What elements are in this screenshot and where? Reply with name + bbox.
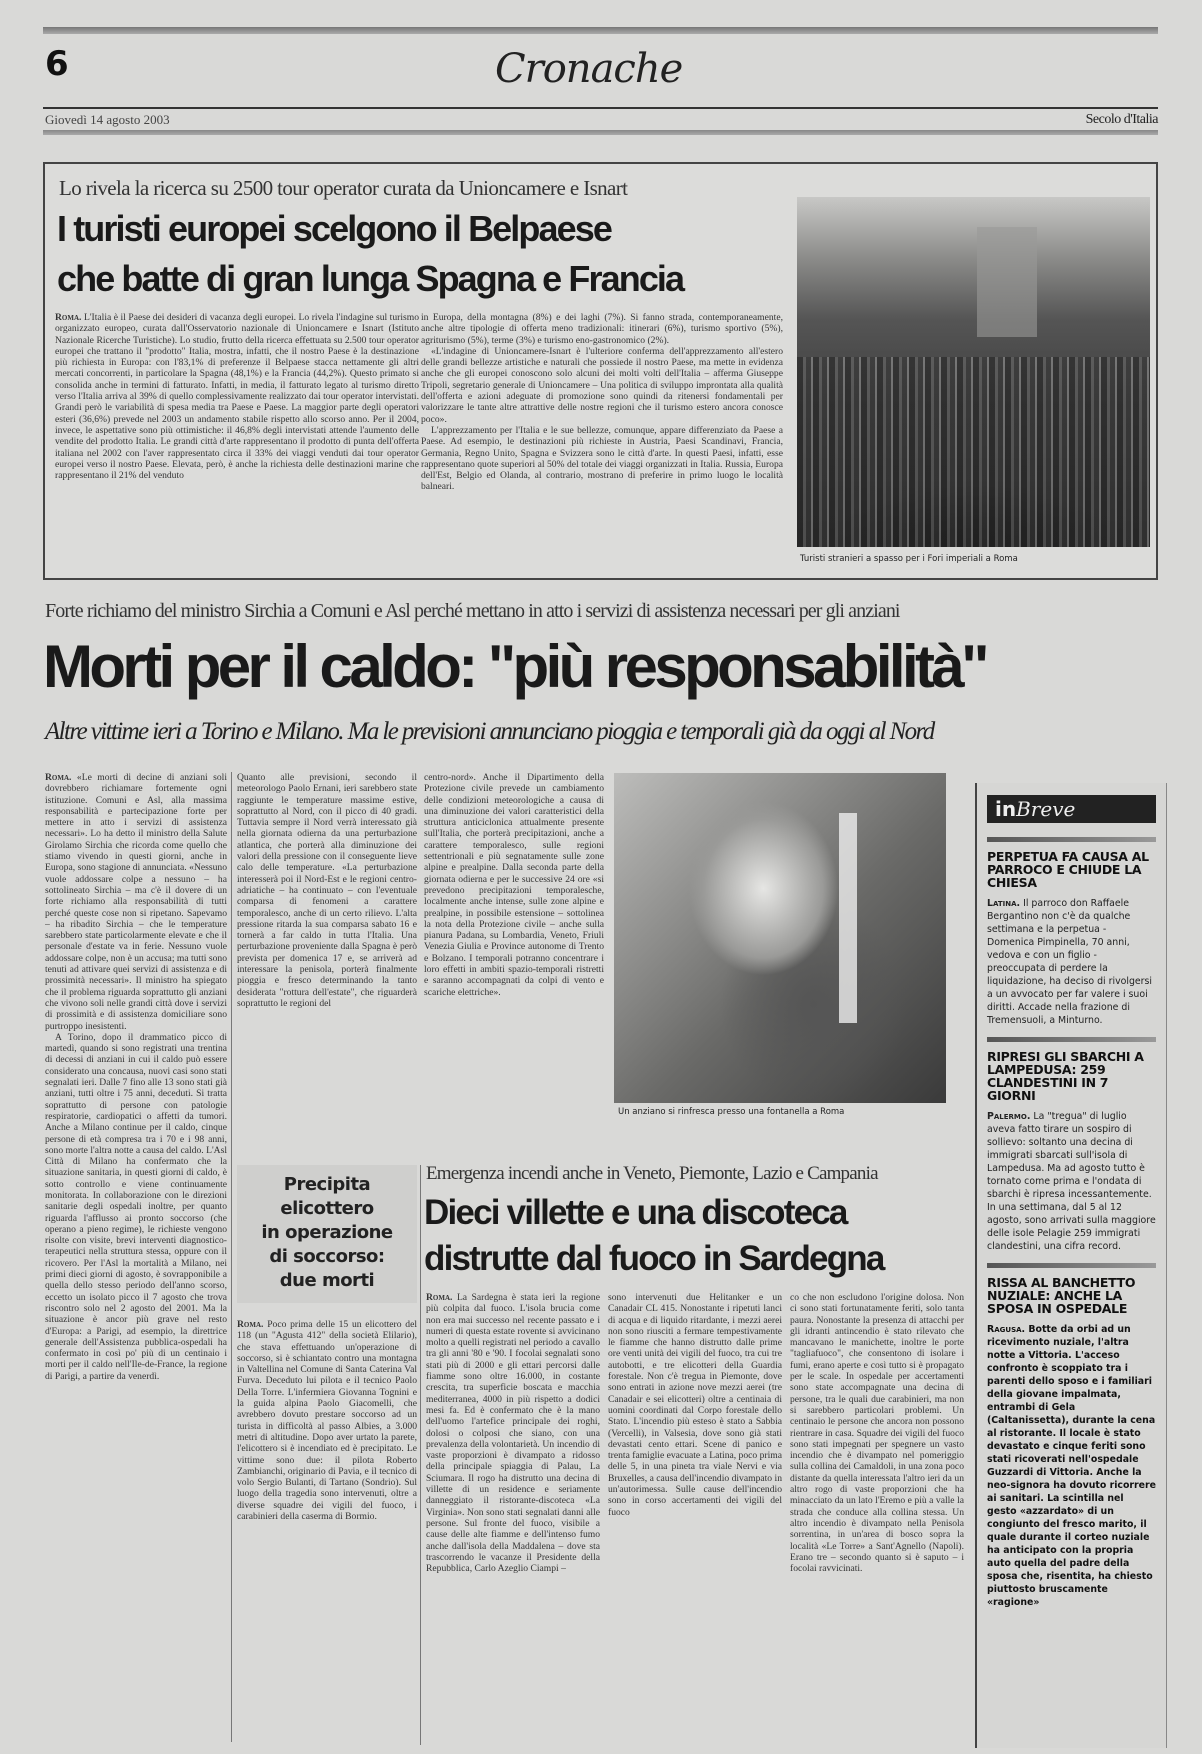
dateline: Roma. xyxy=(45,772,72,783)
header-rule-bottom xyxy=(43,130,1158,135)
brief-item xyxy=(987,837,1156,1027)
dateline: Ragusa. xyxy=(987,1324,1026,1335)
paragraph: Poco prima delle 15 un elicottero del 118 (un "Agusta 412" della società Elilario), che stava effettuando un'operazione di soccorso, si è schiantato contro una montagna in Valtellina nel Comune di Santa Caterina Val Furva. Deceduto lui pilota e il tecnico Paolo Della Torre. L'infermiera Giovanna Tognini e la guida alpina Paolo Giacomelli, che avrebbero dovuto prestare soccorso ad un turista in difficoltà al passo Albies, a 3.000 metri di altitudine. Dopo aver urtato la parete, l'elicottero si è incendiato ed è precipitato. Le vittime sono due: il pilota Roberto Zambianchi, originario di Pavia, e il tecnico di volo Sergio Bulanti, di Tartano (Sondrio). Sul luogo della tragedia sono intervenuti, oltre a diverse squadre dei vigili del fuoco, i carabinieri della caserma di Bormio. xyxy=(237,1319,417,1523)
section-logo-text: Cronache xyxy=(495,46,683,92)
title-in: in xyxy=(995,797,1017,821)
main-article-col2 xyxy=(237,772,417,1150)
fire-article-col1 xyxy=(426,1292,600,1747)
dateline: Roma. xyxy=(426,1292,453,1303)
top-article-kicker: Lo rivela la ricerca su 2500 tour operator curata da Unioncamere e Isnart xyxy=(59,176,628,200)
headline-line-1: Dieci villette e una discoteca xyxy=(424,1193,847,1232)
column-divider xyxy=(420,1165,421,1745)
paragraph: co che non escludono l'origine dolosa. Non ci sono stati fortunatamente feriti, solo tanta paura. Nonostante la presenza di attacchi per gli idranti antincendio è stato rilevato che mancavano le manichette, inoltre le porte "tagliafuoco", che consentono di isolare i fumi, erano aperte e così tutto si è propagato per le scale. In ospedale per accertamenti sono state accompagnate una decina di persone, tra le quali due carabinieri, ma non si sarebbero particolari problemi. Un centinaio le persone che ancora non possono rientrare in casa. Squadre dei vigili del fuoco sono stati impegnati per spegnere un vasto incendio che è divampato nel pomeriggio sulla collina dei Camaldoli, in una zona poco distante da quella interessata l'altro ieri da un altro rogo di vaste proporzioni che ha minacciato da un lato l'Eremo e più a valle la strada che conduce alla collina stessa. Un altro incendio è divampato nella Penisola sorrentina, in un'area di bosco sopra la località «Le Torre» a Sant'Agnello (Napoli). Erano tre – secondo quanto si è saputo – i focolai ravvicinati. xyxy=(790,1292,964,1575)
page-number: 6 xyxy=(45,44,69,84)
helicopter-body xyxy=(237,1319,417,1739)
main-article-headline: Morti per il caldo: "più responsabilità" xyxy=(43,633,987,700)
paragraph: A Torino, dopo il drammatico picco di martedì, quando si sono registrati una trentina di decessi di anziani in cui il caldo può essere considerato una concausa, nuovi casi sono stati segnalati ieri. Dalle 7 fino alle 13 sono stati già anziani, tutti oltre i 75 anni, deceduti. Si tratta soprattutto di persone con patologie respiratorie, cardiopatici o affetti da tumori. Anche a Milano continue per il caldo, cinque persone di età compresa tra i 70 e i 98 anni, sono morte l'altra notte a causa del caldo. L'Asl Città di Milano ha confermato che la situazione sanitaria, in questi giorni di caldo, è sotto controllo e viene continuamente monitorata. In collaborazione con le direzioni sanitarie degli ospedali inoltre, per quanto riguarda l'afflusso ai pronto soccorso (che operano a pieno regime), le richieste vengono risolte con visite, brevi interventi diagnostico-terapeutici nella struttura stessa, oppure con il ricovero. Per l'Asl la mortalità a Milano, nei primi dieci giorni di agosto, è sovrapponibile a quella dello stesso periodo dell'anno scorso, eccetto un isolato picco il 7 agosto che trova riscontro solo nel 2 agosto del 2001. Ma la situazione è ancor più grave nel resto d'Europa: a Parigi, ad esempio, la direttrice generale dell'Assistenza pubblica-ospedali ha confermato in così po' più di un centinaio i morti per il caldo nell'Ile-de-France, la regione di Parigi, a partire da venerdì. xyxy=(45,1031,227,1382)
main-article-col3 xyxy=(424,772,604,1150)
fire-article-headline xyxy=(424,1190,964,1282)
column-divider xyxy=(231,772,232,1742)
brief-headline: PERPETUA FA CAUSA AL PARROCO E CHIUDE LA CHIESA xyxy=(987,849,1149,890)
divider xyxy=(987,1263,1156,1268)
photo-caption: Turisti stranieri a spasso per i Fori imperiali a Roma xyxy=(800,554,1018,564)
title-breve: Breve xyxy=(1016,797,1076,821)
paragraph: in Europa, della montagna (8%) e dei laghi (7%). Si fanno strada, contemporaneamente, anche altre tipologie di offerta meno tradizionali: itinerari (6%), turismo sportivo (5%), agriturismo (5%), terme (3%) e turismo eno-gastronomico (2%). xyxy=(421,312,783,346)
forum-tourists-photo xyxy=(797,197,1150,547)
helicopter-article xyxy=(237,1165,417,1745)
fire-article-col3 xyxy=(790,1292,964,1747)
photo-caption: Un anziano si rinfresca presso una fontanella a Roma xyxy=(618,1107,845,1117)
fire-article-kicker: Emergenza incendi anche in Veneto, Piemonte, Lazio e Campania xyxy=(426,1163,878,1184)
main-article-col1 xyxy=(45,772,227,1747)
main-article-subheadline: Altre vittime ieri a Torino e Milano. Ma le previsioni annunciano pioggia e temporali già da oggi al Nord xyxy=(45,718,934,745)
brief-headline: RIPRESI GLI SBARCHI A LAMPEDUSA: 259 CLANDESTINI IN 7 GIORNI xyxy=(987,1049,1144,1103)
headline-line-1: I turisti europei scelgono il Belpaese xyxy=(57,208,611,249)
top-rule xyxy=(43,27,1158,34)
top-article-col1 xyxy=(55,312,419,562)
paragraph: La Sardegna è stata ieri la regione più colpita dal fuoco. L'isola brucia come non era mai successo nel recente passato e i numeri di questa estate rovente si avvicinano molto a quelli registrati nel periodo a cavallo tra gli anni '80 e '90. I focolai segnalati sono stati più di 2000 e gli ettari percorsi dalle fiamme sono oltre 16.000, in costante crescita, tra superficie boscata e macchia mediterranea, 4000 in più rispetto a dodici mesi fa. Ed è confermato che è la mano dell'uomo l'artefice principale dei roghi, dolosi o colposi che siano, con una prevalenza della volontarietà. Un incendio di vaste proporzioni è divampato a ridosso della principale spiaggia di Palau, La Sciumara. Il rogo ha distrutto una decina di villette di un residence e seriamente danneggiato il ristorante-discoteca «La Virginia». Non sono stati segnalati danni alle persone. Sul fronte del fuoco, visibile a cause delle alte fiamme e dell'intenso fumo anche dall'isola della Maddalena – dove sta trascorrendo le vacanze il Presidente della Repubblica, Carlo Azeglio Ciampi – xyxy=(426,1292,600,1575)
top-article-col2 xyxy=(421,312,783,562)
paragraph: L'apprezzamento per l'Italia e le sue bellezze, comunque, appare differenziato da Paese a Paese. Ad esempio, le destinazioni più richieste in Austria, Paesi Scandinavi, Francia, Germania, Regno Unito, Spagna e Svizzera sono le città d'arte. In questi Paesi, infatti, esse rappresentano quote superiori al 50% del totale dei viaggi organizzati in Italia. Russia, Europa dell'Est, Belgio ed Olanda, al contrario, mostrano di preferire in primo luogo le località balneari. xyxy=(421,424,783,493)
paragraph: sono intervenuti due Helitanker e un Canadair CL 415. Nonostante i ripetuti lanci di acqua e di liquido ritardante, i mezzi aerei non sono riusciti a fermare tempestivamente le fiamme che hanno distrutto dalle prime ore venti unità dei vigili del fuoco, tra cui tre autobotti, e tre elicotteri della Guardia forestale. Non c'è tregua in Piemonte, dove sono entrati in azione nove mezzi aerei (tre Canadair e sei elicotteri) oltre a centinaia di uomini coordinati dal Corpo forestale dello Stato. L'incendio più esteso è stato a Sabbia (Vercelli), in Valsesia, dove sono già stati devastati cento ettari. Scene di panico e trenta famiglie evacuate a Latina, poco prima delle 5, in una pineta tra viale Nervi e via Bruxelles, a causa dell'incendio divampato in un'autorimessa. Sulle cause dell'incendio sono in corso accertamenti dei vigili del fuoco xyxy=(608,1292,782,1518)
fire-article-col2 xyxy=(608,1292,782,1747)
brief-headline: RISSA AL BANCHETTO NUZIALE: ANCHE LA SPOSA IN OSPEDALE xyxy=(987,1275,1136,1316)
paragraph: «L'indagine di Unioncamere-Isnart è l'ulteriore conferma dell'apprezzamento all'estero delle grandi bellezze artistiche e naturali che possiede il nostro Paese, ma mette in evidenza anche che gli europei conoscono solo alcuni dei molti volti dell'Italia – afferma Giuseppe Tripoli, segretario generale di Unioncamere – Una politica di sviluppo improntata alla qualità dell'offerta e azioni adeguate di promozione sono quindi da ritenersi fondamentali per valorizzare le tante altre attrattive delle nostre regioni che il turismo estero ancora conosce poco». xyxy=(421,345,783,425)
paragraph: Quanto alle previsioni, secondo il meteorologo Paolo Ernani, ieri sarebbero state raggiunte le temperature massime estive, soprattutto al Nord, con il picco di 40 gradi. Tuttavia sempre il Nord verrà interessato già nella giornata odierna da una perturbazione atlantica, che porterà alla diminuzione dei valori della pressione con il conseguente lieve calo delle temperature. «La perturbazione interesserà poi il Nord-Est e le regioni centro-adriatiche – ha continuato – con l'eventuale comparsa di fenomeni a carattere temporalesco, anche di un certo rilievo. L'alta pressione ritarda la sua comparsa sabato 16 e tornerà a far caldo in tutta l'Italia. Una perturbazione proveniente dalla Spagna è però prevista per domenica 17 e, se arriverà ad interessare la penisola, porterà finalmente pioggia e fresco determinando la tanto desiderata "rottura dell'estate", che riguarderà soprattutto le regioni del xyxy=(237,772,417,1009)
helicopter-headline xyxy=(237,1165,417,1303)
brief-item xyxy=(987,1037,1156,1253)
paragraph: L'Italia è il Paese dei desideri di vacanza degli europei. Lo rivela l'indagine sul turismo organizzato europeo, curata dall'Osservatorio nazionale di Unioncamere e Isnart (Istituto Nazionale Ricerche Turistiche). Lo studio, frutto della ricerca effettuata su 2.500 tour operator europei che trattano il "prodotto" Italia, mostra, infatti, che il nostro Paese è la destinazione più richiesta in Europa: con l'83,1% di preferenze il Belpaese stacca nettamente gli altri mercati concorrenti, in particolare la Spagna (48,1%) e la Francia (44,2%). Questo primato si consolida anche in termini di fatturato. Infatti, in media, il fatturato legato al turismo diretto verso l'Italia arriva al 39% di quello complessivamente realizzato dai tour operator intervistati. Grandi però le variabilità di spesa media tra Paese e Paese. La maggior parte degli operatori esteri (36,6%) prevede nel 2003 un andamento stabile rispetto allo scorso anno. Per il 2004, invece, le aspettative sono più ottimistiche: il 46,8% degli intervistati attende l'aumento delle vendite del prodotto Italia. Le grandi città d'arte rappresentano il prodotto di punta dell'offerta italiana nel 2002 con l'aver rappresentato circa il 33% dei viaggi venduti dai tour operator europei verso il nostro Paese. Elevata, però, è anche la richiesta delle destinazioni marine che rappresentano il 21% del venduto xyxy=(55,312,419,482)
headline-line-2: distrutte dal fuoco in Sardegna xyxy=(424,1239,884,1278)
top-article-headline xyxy=(57,204,787,304)
paragraph: centro-nord». Anche il Dipartimento della Protezione civile prevede un cambiamento delle condizioni meteorologiche a causa di una diminuzione dei valori caratteristici della struttura anticiclonica attualmente presente sull'Italia, che porterà precipitazioni, anche a carattere temporalesco, sulle regioni settentrionali e più segnatamente sulle zone alpine e prealpine. Dalla seconda parte della giornata odierna e per le successive 24 ore «si prevedono precipitazioni temporalesche, localmente anche intense, sulle zone alpine e prealpine, in possibile estensione – sottolinea la nota della Protezione civile – anche sulla pianura Padana, su Lombardia, Veneto, Friuli Venezia Giulia e Province autonome di Trento e Bolzano. I temporali potranno concentrare i loro effetti in ambiti spazio-temporali ristretti e saranno accompagnati da colpi di vento e scariche elettriche». xyxy=(424,772,604,998)
section-title xyxy=(495,34,735,104)
headline-line-2: che batte di gran lunga Spagna e Francia xyxy=(57,258,684,299)
headline-line: di soccorso: xyxy=(269,1246,385,1267)
dateline: Roma. xyxy=(55,312,82,323)
newspaper-name: Secolo d'Italia xyxy=(1085,112,1158,127)
header-rule xyxy=(43,107,1158,109)
brief-item xyxy=(987,1263,1156,1609)
issue-date: Giovedì 14 agosto 2003 xyxy=(45,112,170,127)
headline-line: Precipita xyxy=(283,1174,371,1195)
elderly-man-fountain-photo xyxy=(614,773,946,1103)
dateline: Roma. xyxy=(237,1319,264,1330)
paragraph: «Le morti di decine di anziani soli dovrebbero richiamare fortemente ogni istituzione. Comuni e Asl, alla massima responsabilità e partecipazione forte per mettere in atto i servizi di assistenza necessari». Lo ha detto il ministro della Salute Girolamo Sirchia che ricorda come quello che stiamo vivendo in questi giorni, anche in Europa, sono stagione di annunciata. «Nessuno vuole addossare colpe a nessuno – ha sottolineato Sirchia – ma c'è il dovere di un forte richiamo alla responsabilità di tutti perché queste cose non si ripetano. Sapevamo – ha ribadito Sirchia – che le temperature sarebbero state particolarmente elevate e che il personale d'estate va in ferie. Nessuno vuole addossare colpe, non è un accusa; ma tutti sono tenuti ad attivare quei servizi di assistenza e di prossimità necessari». Il ministro ha spiegato che il problema riguarda soprattutto gli anziani che vivono soli nelle grandi città dove i servizi di prossimità e di assistenza domiciliare sono purtroppo inesistenti. xyxy=(45,772,227,1032)
headline-line: due morti xyxy=(279,1270,375,1291)
dateline: Palermo. xyxy=(987,1111,1031,1122)
divider xyxy=(987,1037,1156,1042)
headline-line: elicottero xyxy=(280,1198,374,1219)
headline-line: in operazione xyxy=(261,1222,393,1243)
top-article xyxy=(43,162,1158,580)
divider xyxy=(987,837,1156,842)
main-article-kicker: Forte richiamo del ministro Sirchia a Comuni e Asl perché mettano in atto i servizi di assistenza necessari per gli anziani xyxy=(45,600,900,622)
in-breve-sidebar xyxy=(975,783,1167,1748)
dateline: Latina. xyxy=(987,898,1021,909)
brief-body: La "tregua" di luglio aveva fatto tirare un sospiro di sollievo: soltanto una decina di immigrati sbarcati sull'isola di Lampedusa. Ma ad agosto tutto è tornato come prima e l'ondata di sbarchi è ripresa incessantemente. In una settimana, dal 5 al 12 agosto, sono arrivati sulla maggiore delle isole Pelagie 259 immigrati clandestini, una cifra record. xyxy=(987,1111,1156,1252)
in-breve-title xyxy=(987,795,1156,823)
brief-body: Botte da orbi ad un ricevimento nuziale, l'altra notte a Vittoria. L'acceso confronto è scoppiato tra i parenti dello sposo e i familiari della giovane impalmata, entrambi di Gela (Caltanissetta), durante la cena al ristorante. Il locale è stato devastato e cinque feriti sono stati ricoverati nell'ospedale Guzzardi di Vittoria. Anche la neo-signora ha dovuto ricorrere ai sanitari. La scintilla nel gesto «azzardato» di un congiunto del fresco marito, il quale durante il corteo nuziale ha anticipato con la propria auto quella del padre della sposa che, risentita, ha chiesto piuttosto bruscamente «ragione» xyxy=(987,1324,1157,1608)
brief-body: Il parroco don Raffaele Bergantino non c'è da qualche settimana e la perpetua - Domenica Pimpinella, 70 anni, vedova e con un figlio - preoccupata di perdere la liquidazione, ha deciso di rivolgersi a un avvocato per far valere i suoi diritti. Accade nella frazione di Tremensuoli, a Minturno. xyxy=(987,898,1153,1026)
